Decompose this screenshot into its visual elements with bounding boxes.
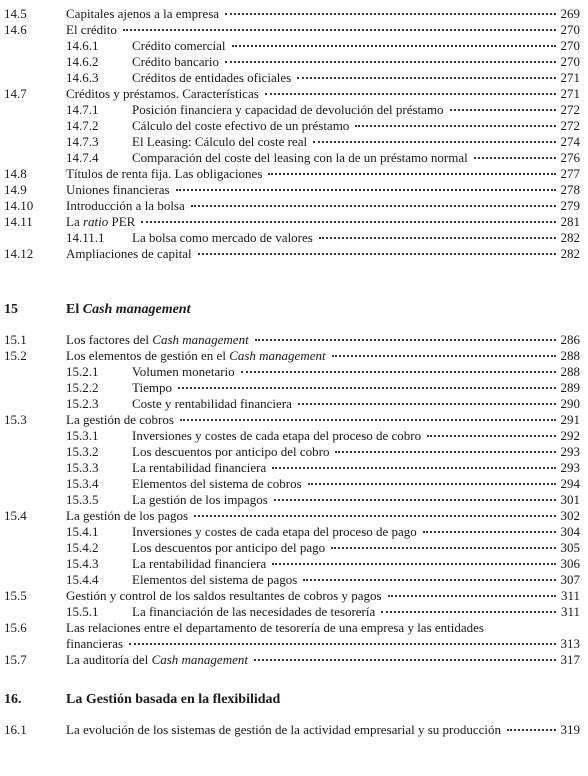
dot-leader: [474, 157, 556, 159]
toc-entry-title: Capitales ajenos a la empresa: [66, 6, 220, 21]
toc-page-number: 291: [560, 412, 580, 427]
dot-leader: [255, 339, 556, 341]
toc-page-number: 301: [560, 492, 580, 507]
dot-leader: [225, 61, 556, 63]
toc-entry-title: Elementos del sistema de cobros: [132, 476, 302, 491]
toc-entry-title: La rentabilidad financiera: [132, 460, 267, 475]
toc-entry-title-text: Los factores del: [66, 332, 153, 347]
toc-page-number: 292: [560, 428, 580, 443]
toc-entry: [0, 348, 588, 364]
toc-page-number: 281: [560, 214, 580, 229]
toc-entry-title: Comparación del coste del leasing con la de un préstamo normal: [132, 150, 468, 165]
toc-entry-title: Cálculo del coste efectivo de un préstamo: [132, 118, 350, 133]
dot-leader: [331, 547, 555, 549]
toc-entry-number: 15.4.1: [66, 524, 99, 539]
toc-entry-number: 14.11.1: [66, 230, 105, 245]
toc-page-number: 276: [560, 150, 580, 165]
toc-entry: [0, 332, 588, 348]
dot-leader: [268, 173, 555, 175]
toc-entry-title: Los descuentos por anticipo del pago: [132, 540, 326, 555]
toc-entry-title-text: La auditoría del: [66, 652, 152, 667]
toc-entry-number: 15.7: [4, 652, 27, 667]
dot-leader: [332, 355, 556, 357]
toc-page-number: 307: [560, 572, 580, 587]
dot-leader: [313, 141, 555, 143]
toc-entry-line: [66, 652, 580, 668]
toc-page-number: 270: [560, 54, 580, 69]
toc-entry: [0, 246, 588, 262]
toc-entry-title: Tiempo: [132, 380, 172, 395]
toc-entry-line: [132, 102, 580, 118]
toc-entry-title: La gestión de los impagos: [132, 492, 268, 507]
toc-entry: [0, 198, 588, 214]
toc-entry-line: [66, 332, 580, 348]
dot-leader: [308, 483, 556, 485]
dot-leader: [297, 77, 555, 79]
toc-entry-title-text: Los elementos de gestión en el: [66, 348, 230, 363]
toc-page-number: 272: [560, 118, 580, 133]
toc-entry: [0, 492, 588, 508]
toc-page-number: 313: [560, 636, 580, 651]
toc-entry-line: [66, 348, 580, 364]
toc-entry: [0, 86, 588, 102]
toc-entry-line: [132, 428, 580, 444]
toc-entry-title-line: [66, 692, 280, 708]
toc-entry-title: [66, 652, 248, 668]
dot-leader: [272, 467, 555, 469]
toc-page-number: 274: [560, 134, 580, 149]
toc-entry-number: 14.7.3: [66, 134, 99, 149]
toc-entry-title: [66, 332, 249, 348]
toc-entry-number: 15: [4, 302, 18, 317]
toc-entry-line: [66, 182, 580, 198]
dot-leader: [303, 579, 555, 581]
toc-entry-title: La gestión de cobros: [66, 412, 174, 427]
toc-page-number: 278: [560, 182, 580, 197]
toc-entry-number: 14.10: [4, 198, 34, 213]
toc-entry-title: Títulos de renta fija. Las obligaciones: [66, 166, 263, 181]
toc-entry-number: 14.9: [4, 182, 27, 197]
toc-entry-title: Crédito comercial: [132, 38, 226, 53]
toc-entry-line: [132, 54, 580, 70]
toc-page-number: 277: [560, 166, 580, 181]
toc-page-number: 293: [560, 444, 580, 459]
toc-page-number: 271: [560, 70, 580, 85]
toc-entry: [0, 652, 588, 668]
toc-entry-line: [66, 722, 580, 738]
toc-entry-line: [132, 118, 580, 134]
toc-entry-number: 16.: [4, 692, 22, 707]
toc-entry-title: La rentabilidad financiera: [132, 556, 267, 571]
toc-entry: [0, 444, 588, 460]
toc-entry-number: 14.7.1: [66, 102, 99, 117]
toc-entry-line: [66, 214, 580, 230]
toc-entry-title: Crédito bancario: [132, 54, 219, 69]
dot-leader: [388, 595, 556, 597]
dot-leader: [176, 189, 556, 191]
toc-entry-number: 16.1: [4, 722, 27, 737]
toc-page-number: 272: [560, 102, 580, 117]
toc-entry-title: Inversiones y costes de cada etapa del proceso de cobro: [132, 428, 422, 443]
toc-entry: [0, 182, 588, 198]
dot-leader: [319, 237, 556, 239]
toc-entry-number: 15.1: [4, 332, 27, 347]
dot-leader: [232, 45, 556, 47]
toc-page-number: 288: [560, 348, 580, 363]
toc-entry-title-line: [66, 620, 484, 636]
toc-entry-number: 15.5: [4, 588, 27, 603]
toc-entry-number: 14.8: [4, 166, 27, 181]
toc-entry: [0, 722, 588, 738]
toc-entry-number: 14.6.3: [66, 70, 99, 85]
toc-entry-line: [132, 492, 580, 508]
toc-entry-title: Inversiones y costes de cada etapa del proceso de pago: [132, 524, 417, 539]
toc-page-number: 311: [560, 604, 580, 619]
toc-chapter-heading: [0, 302, 588, 318]
toc-page-number: 317: [560, 652, 580, 667]
dot-leader: [129, 643, 555, 645]
toc-entry-number: 15.3: [4, 412, 27, 427]
toc-entry-number: 15.4: [4, 508, 27, 523]
toc-entry-line: [132, 444, 580, 460]
toc-entry-number: 15.3.4: [66, 476, 99, 491]
toc-entry-line: [132, 540, 580, 556]
toc-entry-title: Créditos y préstamos. Características: [66, 86, 259, 101]
toc-entry: [0, 150, 588, 166]
toc-entry: [0, 70, 588, 86]
toc-entry-line: [66, 246, 580, 262]
toc-entry-number: 15.4.2: [66, 540, 99, 555]
toc-entry-number: 15.3.3: [66, 460, 99, 475]
toc-entry-line: [132, 230, 580, 246]
toc-entry-title: [66, 302, 190, 317]
dot-leader: [265, 93, 556, 95]
toc-entry-line: [66, 588, 580, 604]
dot-leader: [141, 221, 555, 223]
toc-entry: [0, 6, 588, 22]
toc-entry: [0, 476, 588, 492]
toc-page-number: 271: [560, 86, 580, 101]
dot-leader: [180, 419, 556, 421]
toc-chapter-heading: [0, 692, 588, 708]
toc-entry-line: [66, 636, 580, 652]
dot-leader: [427, 435, 555, 437]
toc-entry-title-italic: ratio: [82, 214, 109, 229]
toc-entry-title: Ampliaciones de capital: [66, 246, 192, 261]
toc-entry-line: [66, 508, 580, 524]
toc-entry-number: 15.2.2: [66, 380, 99, 395]
dot-leader: [335, 451, 555, 453]
toc-entry-number: 14.5: [4, 6, 27, 21]
toc-entry: [0, 22, 588, 38]
toc-entry-title: Las relaciones entre el departamento de tesorería de una empresa y las entidades: [66, 620, 484, 635]
dot-leader: [450, 109, 556, 111]
toc-entry-title: Gestión y control de los saldos resultantes de cobros y pagos: [66, 588, 382, 603]
toc-entry-title: Introducción a la bolsa: [66, 198, 185, 213]
toc-entry-line: [132, 556, 580, 572]
toc-entry: [0, 636, 588, 652]
toc-page-number: 286: [560, 332, 580, 347]
toc-entry: [0, 588, 588, 604]
dot-leader: [423, 531, 556, 533]
toc-entry-number: 15.2.3: [66, 396, 99, 411]
toc-entry-number: 15.3.5: [66, 492, 99, 507]
toc-entry: [0, 54, 588, 70]
toc-entry-number: 14.6: [4, 22, 27, 37]
toc-entry-number: 15.3.1: [66, 428, 99, 443]
toc-entry-title-text: El: [66, 302, 83, 317]
toc-entry-title-line: [66, 302, 190, 318]
toc-entry-line: [132, 380, 580, 396]
dot-leader: [507, 729, 555, 731]
toc-entry-title-text: La: [66, 214, 83, 229]
toc-entry-line: [132, 150, 580, 166]
toc-entry-title: La bolsa como mercado de valores: [132, 230, 313, 245]
dot-leader: [225, 13, 555, 15]
toc-entry: [0, 380, 588, 396]
toc-entry-title: Elementos del sistema de pagos: [132, 572, 298, 587]
toc-entry: [0, 428, 588, 444]
toc-entry-line: [132, 572, 580, 588]
toc-entry-line: [132, 364, 580, 380]
toc-entry-title: financieras: [66, 636, 124, 651]
toc-page-number: 289: [560, 380, 580, 395]
toc-entry: [0, 230, 588, 246]
dot-leader: [298, 403, 556, 405]
toc-entry-number: 14.7: [4, 86, 27, 101]
toc-page-number: 269: [560, 6, 580, 21]
toc-entry-line: [132, 70, 580, 86]
toc-entry: [0, 118, 588, 134]
toc-page-number: 305: [560, 540, 580, 555]
toc-entry-title: La gestión de los pagos: [66, 508, 189, 523]
toc-entry-title: El crédito: [66, 22, 117, 37]
toc-page-number: 293: [560, 460, 580, 475]
toc-entry-number: 14.6.1: [66, 38, 99, 53]
toc-entry-number: 14.12: [4, 246, 34, 261]
toc-entry: [0, 572, 588, 588]
toc-entry: [0, 540, 588, 556]
dot-leader: [381, 611, 556, 613]
dot-leader: [198, 253, 556, 255]
toc-entry-title-text: PER: [108, 214, 136, 229]
toc-entry: [0, 460, 588, 476]
toc-entry-number: 15.5.1: [66, 604, 99, 619]
toc-entry-line: [66, 22, 580, 38]
toc-entry-title: [66, 348, 326, 364]
toc-entry: [0, 556, 588, 572]
dot-leader: [178, 387, 556, 389]
toc-page-number: 270: [560, 38, 580, 53]
toc-page-number: 319: [560, 722, 580, 737]
toc-entry-title-italic: Cash management: [229, 348, 326, 363]
dot-leader: [355, 125, 555, 127]
toc-entry: [0, 166, 588, 182]
dot-leader: [274, 499, 556, 501]
toc-entry-title: Volumen monetario: [132, 364, 235, 379]
dot-leader: [241, 371, 556, 373]
toc-entry-title: Coste y rentabilidad financiera: [132, 396, 292, 411]
toc-entry-line: [132, 604, 580, 620]
toc-entry-number: 14.7.4: [66, 150, 99, 165]
toc-page-number: 279: [560, 198, 580, 213]
toc-entry-title: Uniones financieras: [66, 182, 170, 197]
dot-leader: [254, 659, 556, 661]
toc-page-number: 290: [560, 396, 580, 411]
toc-page-number: 294: [560, 476, 580, 491]
toc-page-number: 282: [560, 246, 580, 261]
toc-entry-number: 14.7.2: [66, 118, 99, 133]
toc-entry-title-italic: Cash management: [152, 332, 249, 347]
dot-leader: [123, 29, 556, 31]
toc-entry-number: 15.6: [4, 620, 27, 635]
toc-entry-number: 15.4.3: [66, 556, 99, 571]
toc-entry-title: Los descuentos por anticipo del cobro: [132, 444, 330, 459]
toc-entry-line: [132, 460, 580, 476]
toc-entry-line: [132, 134, 580, 150]
toc-entry-line: [132, 396, 580, 412]
toc-entry-line: [66, 6, 580, 22]
toc-entry: [0, 214, 588, 230]
toc-entry-title: La financiación de las necesidades de tesorería: [132, 604, 376, 619]
toc-entry: [0, 396, 588, 412]
toc-entry-line: [66, 86, 580, 102]
toc-page-number: 302: [560, 508, 580, 523]
toc-entry-title: El Leasing: Cálculo del coste real: [132, 134, 308, 149]
toc-entry: [0, 604, 588, 620]
toc-entry-title: Créditos de entidades oficiales: [132, 70, 292, 85]
toc-entry-title: [66, 214, 135, 230]
toc-entry-line: [66, 166, 580, 182]
toc-entry: [0, 524, 588, 540]
dot-leader: [191, 205, 556, 207]
toc-entry: [0, 508, 588, 524]
toc-entry: [0, 412, 588, 428]
toc-entry-line: [132, 524, 580, 540]
toc-entry-title: La Gestión basada en la flexibilidad: [66, 692, 281, 707]
toc-entry-number: 15.2: [4, 348, 27, 363]
toc-entry-line: [66, 198, 580, 214]
toc-entry: [0, 38, 588, 54]
toc-page-number: 304: [560, 524, 580, 539]
toc-entry-number: 15.4.4: [66, 572, 99, 587]
toc-page-number: 311: [560, 588, 580, 603]
toc-entry: [0, 620, 588, 636]
toc-entry-title: La evolución de los sistemas de gestión de la actividad empresarial y su producción: [66, 722, 502, 737]
toc-entry-line: [132, 476, 580, 492]
toc-entry-number: 15.2.1: [66, 364, 99, 379]
toc-entry-line: [66, 412, 580, 428]
toc-page-number: 282: [560, 230, 580, 245]
toc-entry-line: [132, 38, 580, 54]
toc-page-number: 270: [560, 22, 580, 37]
toc-entry: [0, 134, 588, 150]
toc-entry-title-italic: Cash management: [151, 652, 248, 667]
toc-entry-number: 14.11: [4, 214, 33, 229]
toc-page-number: 288: [560, 364, 580, 379]
dot-leader: [272, 563, 555, 565]
toc-entry: [0, 102, 588, 118]
dot-leader: [194, 515, 555, 517]
toc-entry-number: 15.3.2: [66, 444, 99, 459]
toc-entry-number: 14.6.2: [66, 54, 99, 69]
toc-entry: [0, 364, 588, 380]
toc-page-number: 306: [560, 556, 580, 571]
toc-entry-title-italic: Cash management: [82, 302, 191, 317]
toc-entry-title: Posición financiera y capacidad de devolución del préstamo: [132, 102, 444, 117]
